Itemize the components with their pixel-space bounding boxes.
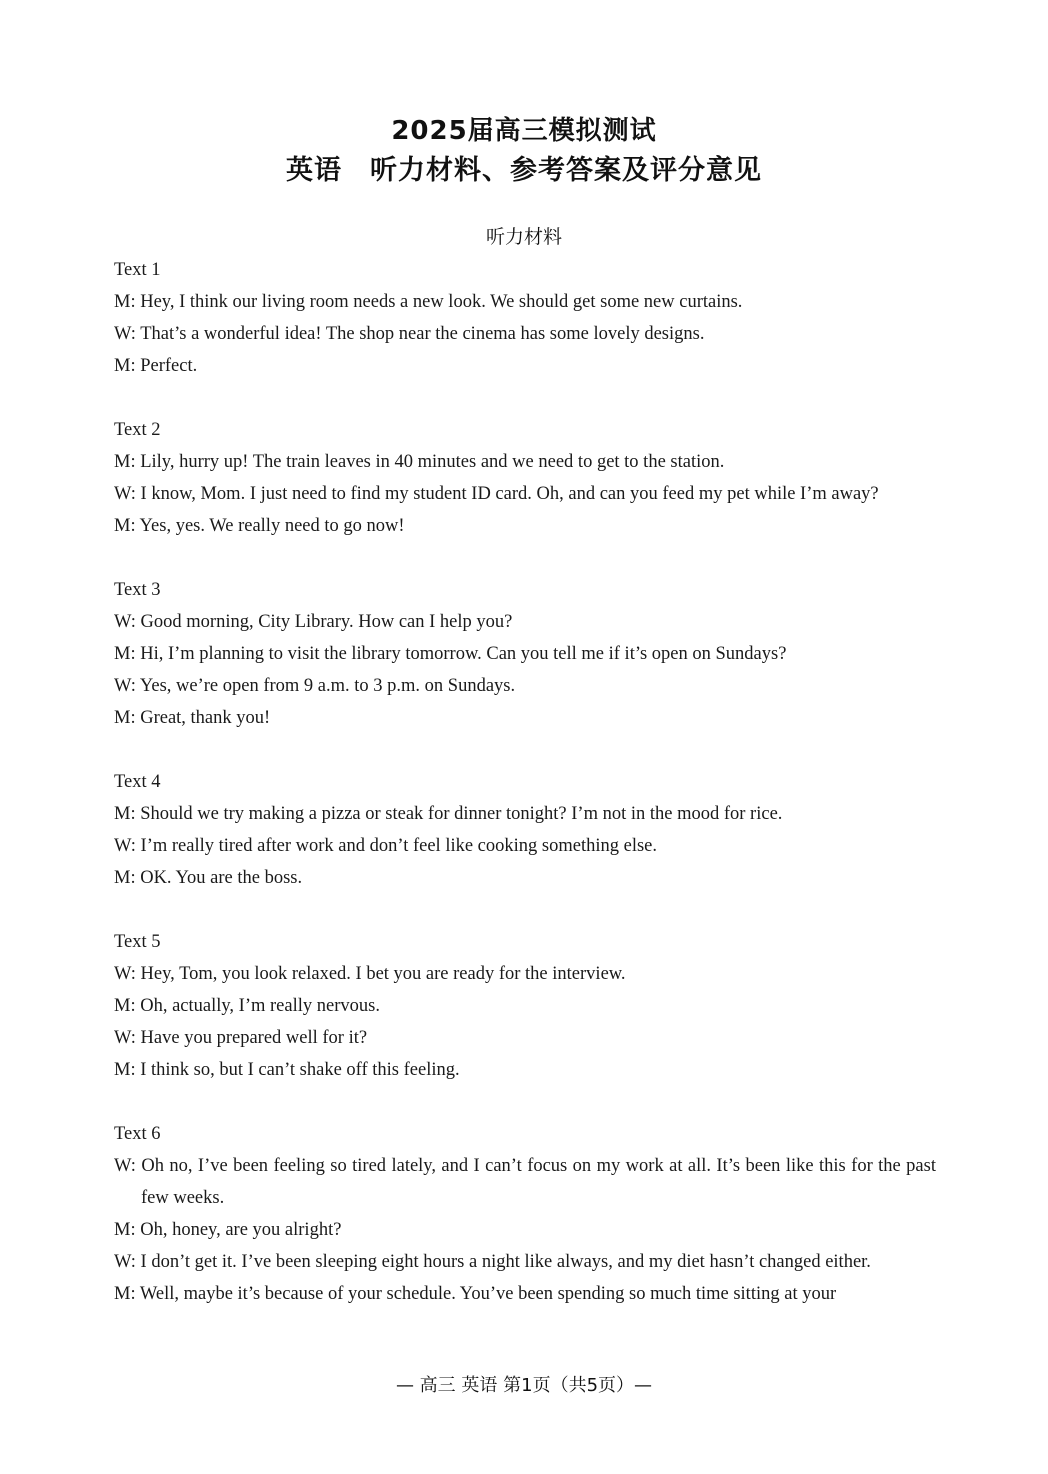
text-block-1 xyxy=(114,254,936,382)
text-block-4 xyxy=(114,766,936,894)
text-label: Text 2 xyxy=(114,420,161,440)
text-label: Text 6 xyxy=(114,1124,161,1144)
dialogue-line: M: Perfect. xyxy=(114,356,198,376)
dialogue-line: M: Hey, I think our living room needs a new look. We should get some new curtains. xyxy=(114,292,743,312)
dialogue-line: W: I’m really tired after work and don’t feel like cooking something else. xyxy=(114,836,658,856)
dialogue-line: W: I know, Mom. I just need to find my student ID card. Oh, and can you feed my pet while I’m away? xyxy=(114,484,879,504)
dialogue-line: M: Should we try making a pizza or steak for dinner tonight? I’m not in the mood for rice. xyxy=(114,804,783,824)
dialogue-line: M: Well, maybe it’s because of your schedule. You’ve been spending so much time sitting at your xyxy=(114,1284,837,1304)
dialogue-line: M: Oh, honey, are you alright? xyxy=(114,1220,342,1240)
dialogue-line: W: Have you prepared well for it? xyxy=(114,1028,368,1048)
transcript xyxy=(114,254,936,1342)
text-label: Text 5 xyxy=(114,932,161,952)
dialogue-line: M: Hi, I’m planning to visit the library tomorrow. Can you tell me if it’s open on Sundays? xyxy=(114,644,787,664)
text-block-3 xyxy=(114,574,936,734)
document-title: 2025届高三模拟测试 xyxy=(391,116,657,146)
text-label: Text 1 xyxy=(114,260,161,280)
page-footer: — 高三 英语 第1页（共5页）— xyxy=(395,1375,653,1396)
dialogue-line: W: Oh no, I’ve been feeling so tired lately, and I can’t focus on my work at all. It’s been like this for the past few weeks. xyxy=(114,1156,936,1208)
text-block-5 xyxy=(114,926,936,1086)
text-block-2 xyxy=(114,414,936,542)
text-label: Text 3 xyxy=(114,580,161,600)
document-subtitle: 英语 听力材料、参考答案及评分意见 xyxy=(286,155,762,186)
dialogue-line: M: Great, thank you! xyxy=(114,708,271,728)
dialogue-line: W: I don’t get it. I’ve been sleeping eight hours a night like always, and my diet hasn’t changed either. xyxy=(114,1252,871,1272)
dialogue-line: W: Good morning, City Library. How can I help you? xyxy=(114,612,513,632)
text-block-6 xyxy=(114,1118,936,1310)
text-label: Text 4 xyxy=(114,772,161,792)
dialogue-line: M: Oh, actually, I’m really nervous. xyxy=(114,996,380,1016)
dialogue-line: M: OK. You are the boss. xyxy=(114,868,303,888)
dialogue-line: W: Yes, we’re open from 9 a.m. to 3 p.m. on Sundays. xyxy=(114,676,516,696)
section-heading: 听力材料 xyxy=(485,226,562,248)
dialogue-line: W: Hey, Tom, you look relaxed. I bet you are ready for the interview. xyxy=(114,964,626,984)
dialogue-line: M: Yes, yes. We really need to go now! xyxy=(114,516,405,536)
dialogue-line: W: That’s a wonderful idea! The shop near the cinema has some lovely designs. xyxy=(114,324,705,344)
dialogue-line: M: I think so, but I can’t shake off this feeling. xyxy=(114,1060,460,1080)
dialogue-line: M: Lily, hurry up! The train leaves in 40 minutes and we need to get to the station. xyxy=(114,452,725,472)
